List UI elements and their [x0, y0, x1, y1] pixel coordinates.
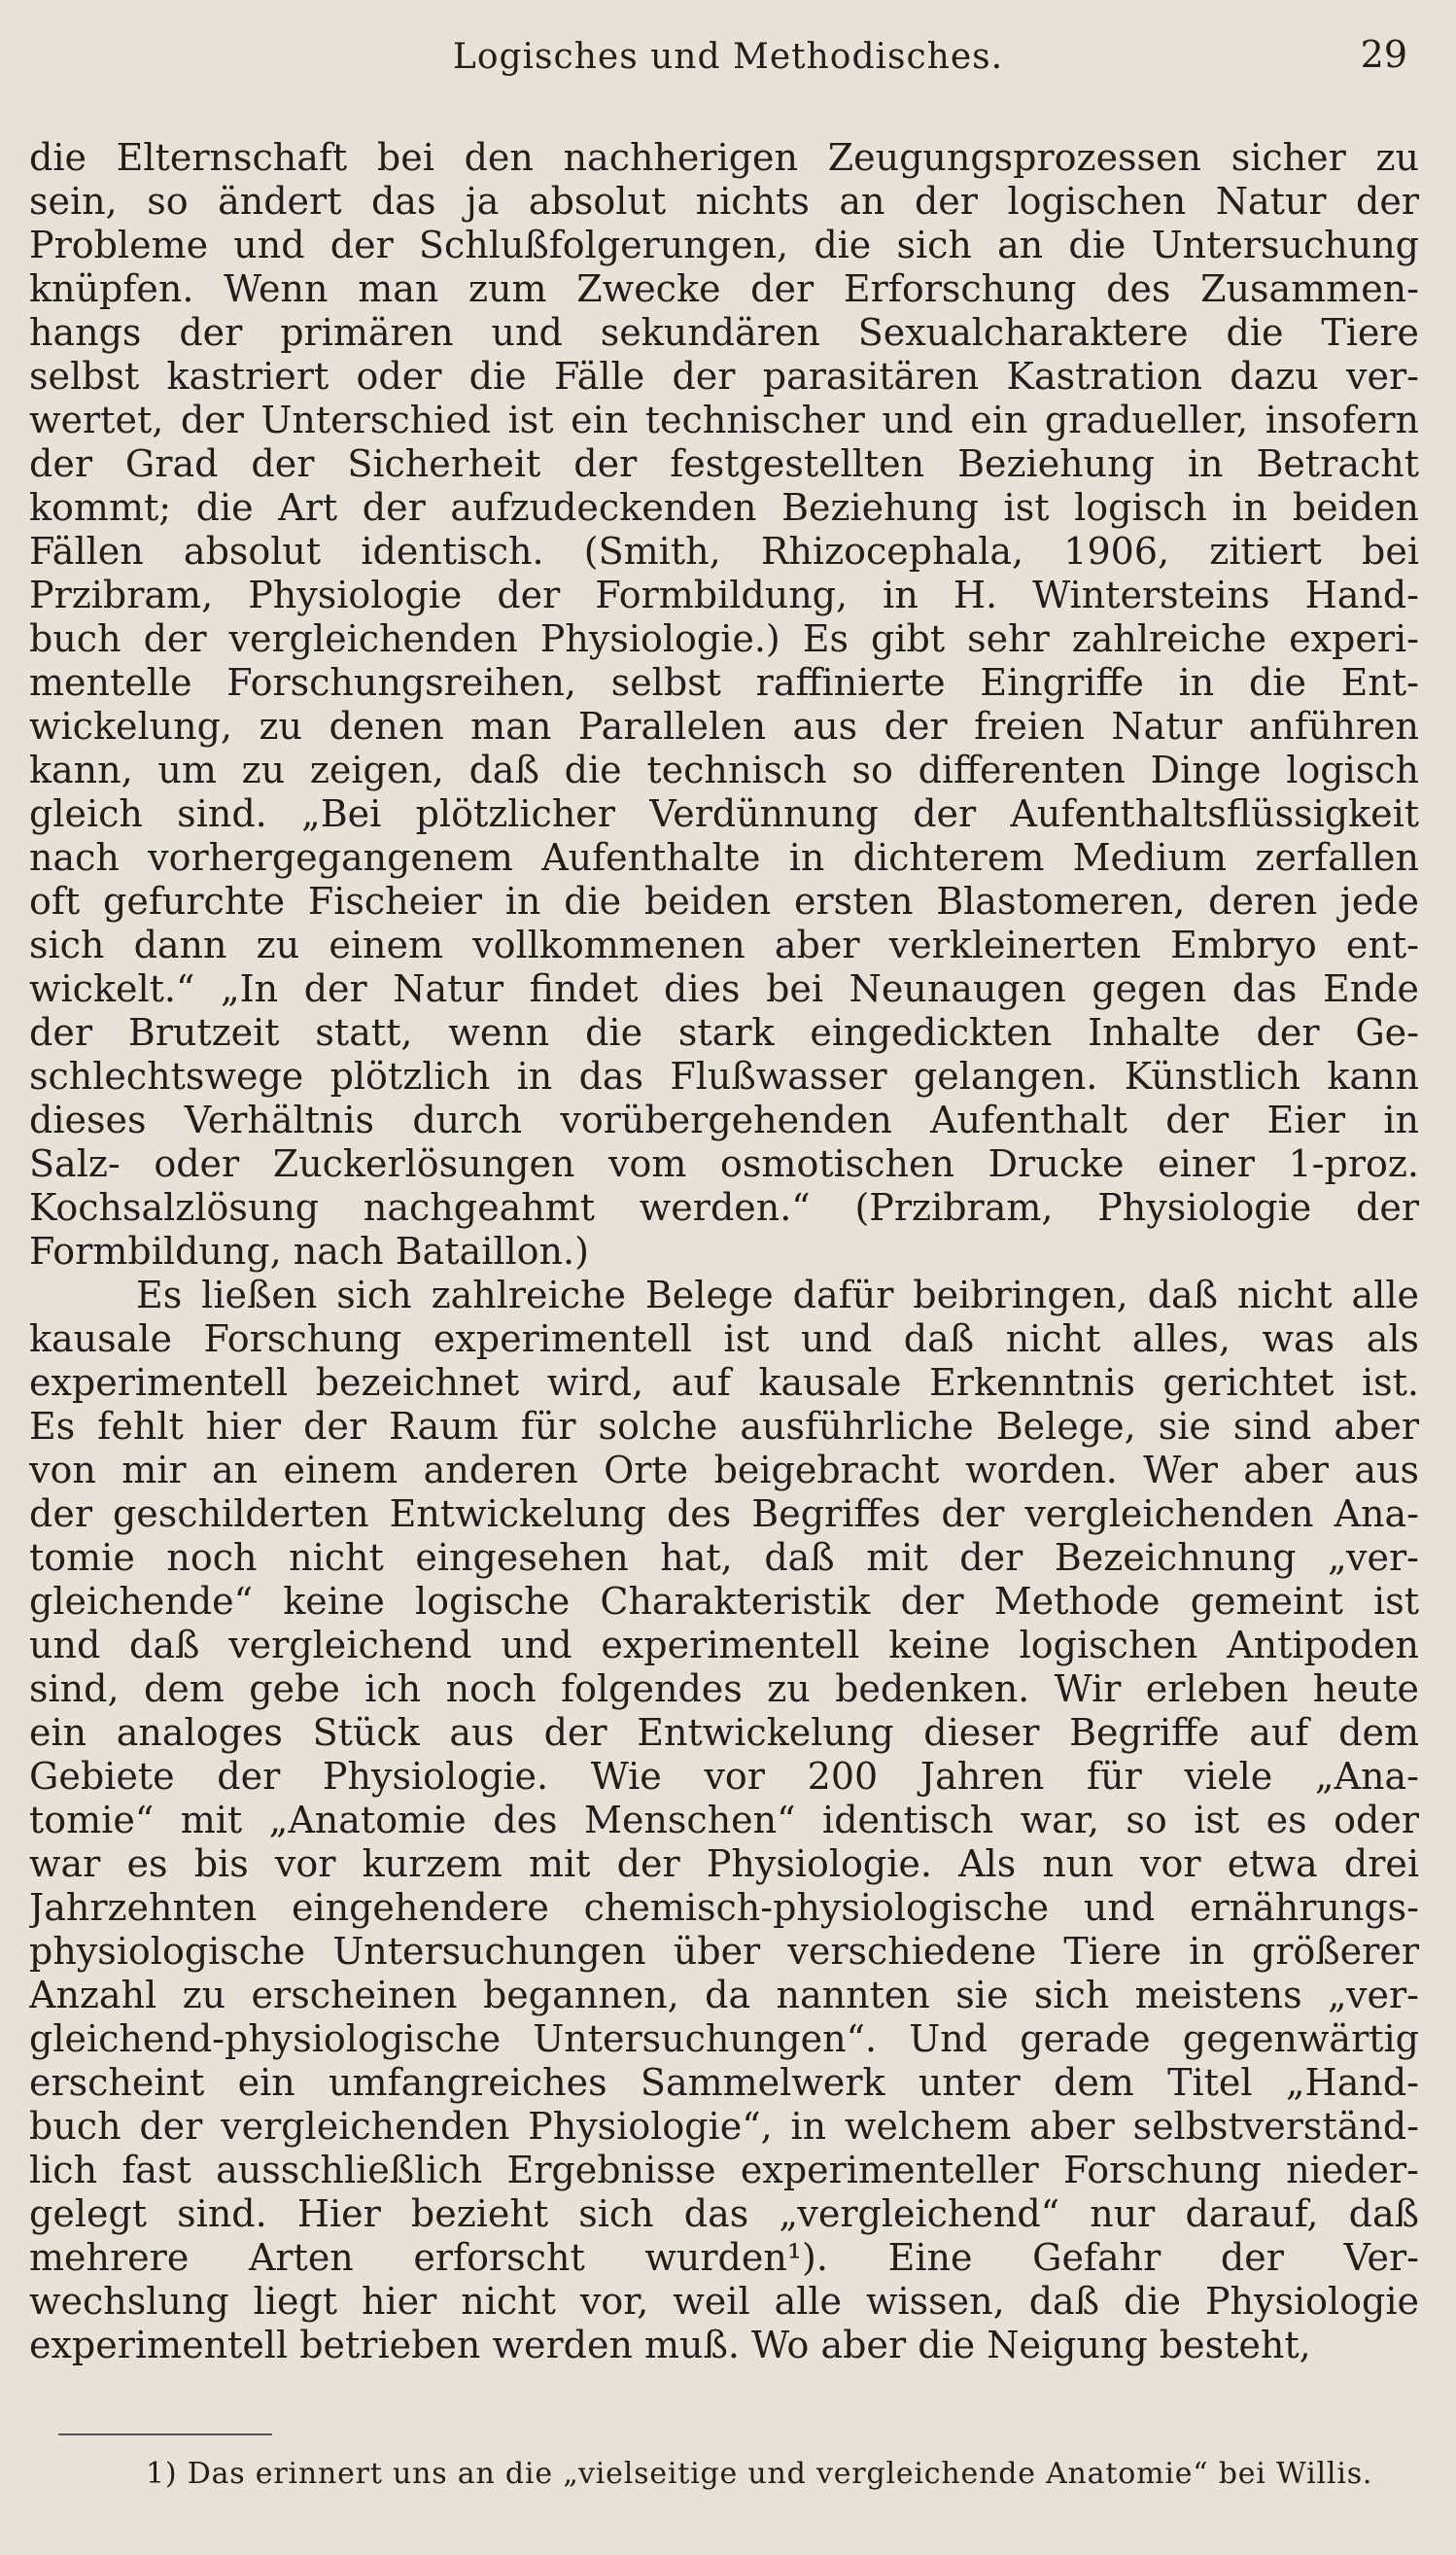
text-line: erscheint ein umfangreiches Sammelwerk unter dem Titel „Hand-: [29, 2061, 1419, 2104]
text-line: Salz- oder Zuckerlösungen vom osmotischen Drucke einer 1-proz.: [29, 1142, 1419, 1185]
text-line: tomie“ mit „Anatomie des Menschen“ identisch war, so ist es oder: [29, 1799, 1419, 1841]
text-line: Jahrzehnten eingehendere chemisch-physiologische und ernährungs-: [29, 1886, 1419, 1929]
text-line: kausale Forschung experimentell ist und daß nicht alles, was als: [29, 1317, 1419, 1360]
text-line: knüpfen. Wenn man zum Zwecke der Erforschung des Zusammen-: [29, 267, 1419, 310]
text-line: der Brutzeit statt, wenn die stark eingedickten Inhalte der Ge-: [29, 1011, 1419, 1054]
text-line: Anzahl zu erscheinen begannen, da nannten sie sich meistens „ver-: [29, 1974, 1419, 2016]
text-line: der geschilderten Entwickelung des Begriffes der vergleichenden Ana-: [29, 1492, 1419, 1535]
text-line: ein analoges Stück aus der Entwickelung dieser Begriffe auf dem: [29, 1711, 1419, 1754]
text-line: die Elternschaft bei den nachherigen Zeugungsprozessen sicher zu: [29, 136, 1419, 179]
text-line: kann, um zu zeigen, daß die technisch so differenten Dinge logisch: [29, 749, 1419, 791]
text-line: lich fast ausschließlich Ergebnisse experimenteller Forschung nieder-: [29, 2149, 1419, 2191]
text-line: experimentell bezeichnet wird, auf kausale Erkenntnis gerichtet ist.: [29, 1361, 1419, 1404]
text-line: schlechtswege plötzlich in das Flußwasser gelangen. Künstlich kann: [29, 1055, 1419, 1098]
text-line: gleichend-physiologische Untersuchungen“. Und gerade gegenwärtig: [29, 2017, 1419, 2060]
running-head: [0, 33, 1456, 91]
text-line: mentelle Forschungsreihen, selbst raffinierte Eingriffe in die Ent-: [29, 661, 1419, 704]
text-line: selbst kastriert oder die Fälle der parasitären Kastration dazu ver-: [29, 355, 1419, 398]
text-line: sein, so ändert das ja absolut nichts an der logischen Natur der: [29, 180, 1419, 223]
body-text: [29, 136, 1419, 2367]
text-line: Formbildung, nach Bataillon.): [29, 1230, 589, 1273]
text-line: hangs der primären und sekundären Sexualcharaktere die Tiere: [29, 311, 1419, 354]
text-line: der Grad der Sicherheit der festgestellten Beziehung in Betracht: [29, 442, 1419, 485]
text-line: Kochsalzlösung nachgeahmt werden.“ (Przibram, Physiologie der: [29, 1186, 1419, 1229]
text-line: von mir an einem anderen Orte beigebracht worden. Wer aber aus: [29, 1449, 1419, 1491]
text-line: Gebiete der Physiologie. Wie vor 200 Jahren für viele „Ana-: [29, 1755, 1419, 1798]
text-line: nach vorhergegangenem Aufenthalte in dichterem Medium zerfallen: [29, 836, 1419, 879]
text-line: Fällen absolut identisch. (Smith, Rhizocephala, 1906, zitiert bei: [29, 530, 1419, 573]
text-line: dieses Verhältnis durch vorübergehenden Aufenthalt der Eier in: [29, 1099, 1419, 1141]
page-number: 29: [1360, 33, 1407, 76]
text-line: Es fehlt hier der Raum für solche ausführliche Belege, sie sind aber: [29, 1405, 1419, 1448]
text-line: wickelung, zu denen man Parallelen aus der freien Natur anführen: [29, 705, 1419, 748]
text-line: gleichende“ keine logische Charakteristik der Methode gemeint ist: [29, 1580, 1419, 1623]
text-line: oft gefurchte Fischeier in die beiden ersten Blastomeren, deren jede: [29, 880, 1419, 923]
text-line: wertet, der Unterschied ist ein technischer und ein gradueller, insofern: [29, 399, 1419, 441]
text-line: experimentell betrieben werden muß. Wo aber die Neigung besteht,: [29, 2324, 1311, 2366]
text-line: physiologische Untersuchungen über verschiedene Tiere in größerer: [29, 1930, 1419, 1973]
text-line: sich dann zu einem vollkommenen aber verkleinerten Embryo ent-: [29, 924, 1419, 966]
text-line: buch der vergleichenden Physiologie“, in welchem aber selbstverständ-: [29, 2105, 1419, 2148]
text-line: wechslung liegt hier nicht vor, weil alle wissen, daß die Physiologie: [29, 2280, 1419, 2323]
text-line: war es bis vor kurzem mit der Physiologie. Als nun vor etwa drei: [29, 1842, 1419, 1885]
text-line: gleich sind. „Bei plötzlicher Verdünnung der Aufenthaltsflüssigkeit: [29, 792, 1419, 835]
text-line: kommt; die Art der aufzudeckenden Beziehung ist logisch in beiden: [29, 486, 1419, 529]
text-line: und daß vergleichend und experimentell keine logischen Antipoden: [29, 1624, 1419, 1666]
text-line: Przibram, Physiologie der Formbildung, in H. Wintersteins Hand-: [29, 574, 1419, 616]
text-line: Probleme und der Schlußfolgerungen, die sich an die Untersuchung: [29, 224, 1419, 266]
text-line: sind, dem gebe ich noch folgendes zu bedenken. Wir erleben heute: [29, 1667, 1419, 1710]
text-line: gelegt sind. Hier bezieht sich das „vergleichend“ nur darauf, daß: [29, 2192, 1419, 2235]
text-line: tomie noch nicht eingesehen hat, daß mit der Bezeichnung „ver-: [29, 1536, 1419, 1579]
text-line: wickelt.“ „In der Natur findet dies bei Neunaugen gegen das Ende: [29, 967, 1419, 1010]
text-line: buch der vergleichenden Physiologie.) Es gibt sehr zahlreiche experi-: [29, 617, 1419, 660]
running-title: Logisches und Methodisches.: [452, 37, 1004, 77]
footnote: 1) Das erinnert uns an die „vielseitige und vergleichende Anatomie“ bei Willis.: [146, 2457, 1373, 2491]
text-line: mehrere Arten erforscht wurden¹). Eine Gefahr der Ver-: [29, 2236, 1419, 2279]
text-line: Es ließen sich zahlreiche Belege dafür beibringen, daß nicht alle: [136, 1274, 1419, 1316]
footnote-rule: [58, 2433, 272, 2435]
